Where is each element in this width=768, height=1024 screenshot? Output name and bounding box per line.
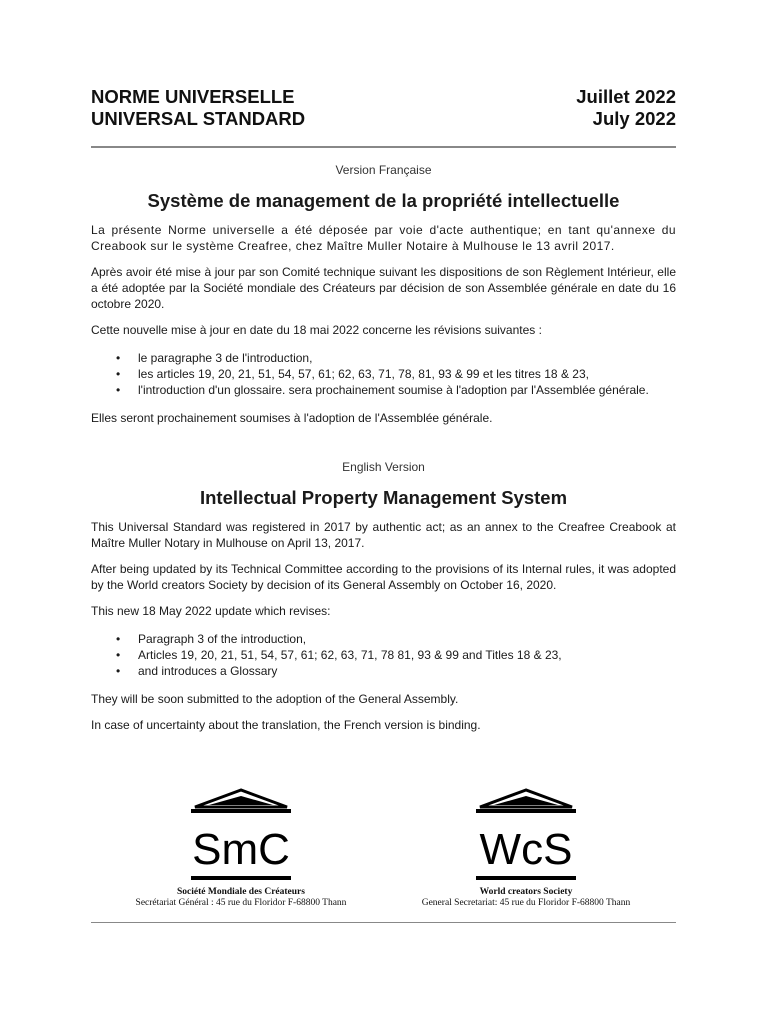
bullet-icon: •: [116, 383, 121, 397]
document-header: [91, 86, 676, 130]
smc-name: Société Mondiale des Créateurs: [177, 887, 305, 897]
paragraph-en-5: In case of uncertainty about the translation, the French version is binding.: [91, 718, 481, 732]
logos-area: [91, 787, 676, 927]
bullet-icon: •: [116, 632, 121, 646]
bullet-icon: •: [116, 664, 121, 678]
wcs-address: General Secretariat: 45 rue du Floridor F-68800 Thann: [421, 898, 631, 908]
list-item: • Articles 19, 20, 21, 51, 54, 57, 61; 62, 63, 71, 78 81, 93 & 99 and Titles 18 & 23,: [116, 648, 562, 662]
header-date-en: July 2022: [592, 108, 676, 129]
header-date-fr: Juillet 2022: [576, 86, 676, 107]
list-item: • Paragraph 3 of the introduction,: [116, 632, 307, 646]
header-divider: [91, 146, 676, 148]
smc-logo-block: [91, 787, 391, 909]
list-item: • and introduces a Glossary: [116, 664, 278, 678]
list-item: • le paragraphe 3 de l'introduction,: [116, 351, 313, 365]
smc-logo-text: SmC: [192, 825, 290, 874]
paragraph-fr-4: Elles seront prochainement soumises à l'adoption de l'Assemblée générale.: [91, 411, 493, 425]
footer-divider: [91, 922, 676, 923]
list-item: • les articles 19, 20, 21, 51, 54, 57, 61; 62, 63, 71, 78, 81, 93 & 99 et les titres 18 & 23,: [116, 367, 589, 381]
paragraph-fr-1: La présente Norme universelle a été déposée par voie d'acte authentique; en tant qu'annexe du Creabook sur le système Creafree, chez Maître Muller Notaire à Mulhouse le 13 avril 2017.: [91, 223, 676, 253]
revision-list-fr: [91, 350, 676, 398]
bullet-icon: •: [116, 648, 121, 662]
header-title-fr: NORME UNIVERSELLE: [91, 86, 295, 107]
paragraph-en-4: They will be soon submitted to the adoption of the General Assembly.: [91, 692, 459, 706]
paragraph-en-3: This new 18 May 2022 update which revises:: [91, 604, 331, 618]
paragraph-en-1: This Universal Standard was registered in 2017 by authentic act; as an annex to the Creafree Creabook at Maître Muller Notary in Mulhouse on April 13, 2017.: [91, 520, 676, 550]
wcs-logo-text: WcS: [479, 825, 573, 874]
section-title-en: Intellectual Property Management System: [199, 487, 568, 508]
header-title-en: UNIVERSAL STANDARD: [91, 108, 306, 129]
version-label-en: English Version: [342, 460, 425, 474]
section-title-fr: Système de management de la propriété intellectuelle: [147, 190, 620, 211]
paragraph-fr-3: Cette nouvelle mise à jour en date du 18 mai 2022 concerne les révisions suivantes :: [91, 323, 542, 337]
version-label-fr: Version Française: [335, 163, 432, 177]
paragraph-en-2: After being updated by its Technical Committee according to the provisions of its Internal rules, it was adopted by the World creators Society by decision of its General Assembly on October 16, 2020.: [91, 562, 676, 592]
bullet-icon: •: [116, 351, 121, 365]
wcs-logo-block: [376, 787, 676, 909]
bullet-icon: •: [116, 367, 121, 381]
paragraph-fr-2: Après avoir été mise à jour par son Comité technique suivant les dispositions de son Règlement Intérieur, elle a été adoptée par la Société mondiale des Créateurs par décision de son Assemblée générale en date du 16 octobre 2020.: [91, 265, 676, 311]
wcs-name: World creators Society: [479, 887, 573, 897]
revision-list-en: [91, 631, 676, 679]
document-page: [91, 86, 676, 733]
header-titles: [91, 86, 305, 130]
smc-address: Secrétariat Général : 45 rue du Floridor F-68800 Thann: [135, 898, 347, 908]
list-item: • l'introduction d'un glossaire. sera prochainement soumise à l'adoption par l'Assemblée générale.: [116, 383, 649, 397]
smc-temple-logo-icon: [185, 787, 297, 883]
header-dates: [576, 86, 676, 130]
wcs-temple-logo-icon: [470, 787, 582, 883]
